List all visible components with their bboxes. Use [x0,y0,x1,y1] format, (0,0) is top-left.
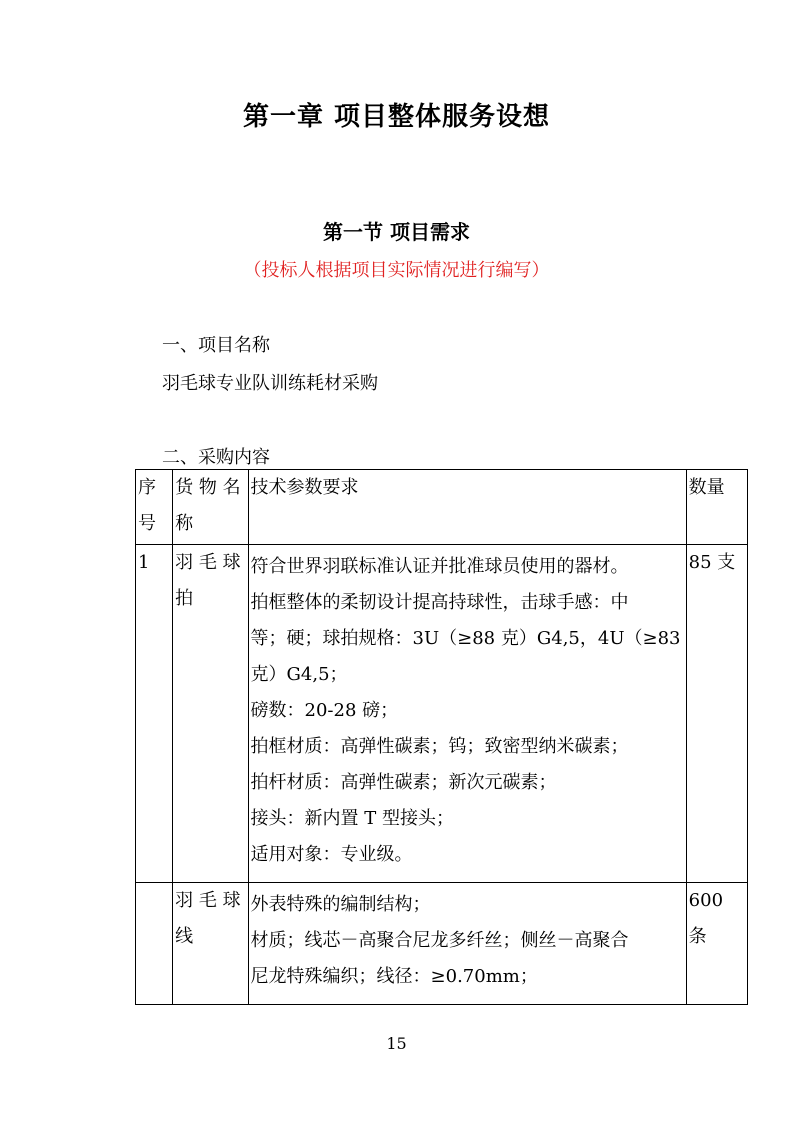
row-seq: 1 [136,545,173,883]
spec-line: 克）G4,5； [250,664,348,685]
spec-line: 符合世界羽联标准认证并批准球员使用的器材。 [250,556,629,577]
spec-line: 材质；线芯－高聚合尼龙多纤丝；侧丝－高聚合 [250,930,629,951]
row-qty: 85 支 [686,545,747,883]
spec-line: 拍杆材质：高弹性碳素；新次元碳素； [250,772,557,793]
row-qty: 600 条 [686,883,747,1005]
header-name: 货 物 名称 [173,470,248,545]
row-name: 羽 毛 球线 [173,883,248,1005]
chapter-title: 第一章 项目整体服务设想 [242,102,551,132]
spec-line: 拍框材质：高弹性碳素；钨；致密型纳米碳素； [250,736,629,757]
header-seq: 序号 [136,470,173,545]
row-spec [248,545,686,883]
row-name: 羽 毛 球拍 [173,545,248,883]
spec-line: 外表特殊的编制结构； [250,894,431,915]
row-seq [136,883,173,1005]
page-number: 15 [386,1034,407,1053]
table-row [136,883,748,1005]
item1-heading: 一、项目名称 [162,335,270,356]
header-qty: 数量 [686,470,747,545]
project-name: 羽毛球专业队训练耗材采购 [162,373,378,394]
spec-line: 等；硬；球拍规格：3U（≥88 克）G4,5，4U（≥83 [250,628,681,649]
header-spec: 技术参数要求 [248,470,686,545]
row-spec [248,883,686,1005]
spec-line: 接头：新内置 T 型接头； [250,808,454,829]
spec-line: 尼龙特殊编织；线径：≥0.70mm； [250,966,538,987]
table-header-row [136,470,748,545]
spec-line: 拍框整体的柔韧设计提高持球性，击球手感：中 [250,592,629,613]
spec-line: 磅数：20-28 磅； [250,700,399,721]
procurement-table [135,469,748,1005]
table-row [136,545,748,883]
section-note: （投标人根据项目实际情况进行编写） [243,260,550,281]
item2-heading: 二、采购内容 [162,447,270,468]
spec-line: 适用对象：专业级。 [250,844,413,865]
section-title: 第一节 项目需求 [323,220,470,244]
